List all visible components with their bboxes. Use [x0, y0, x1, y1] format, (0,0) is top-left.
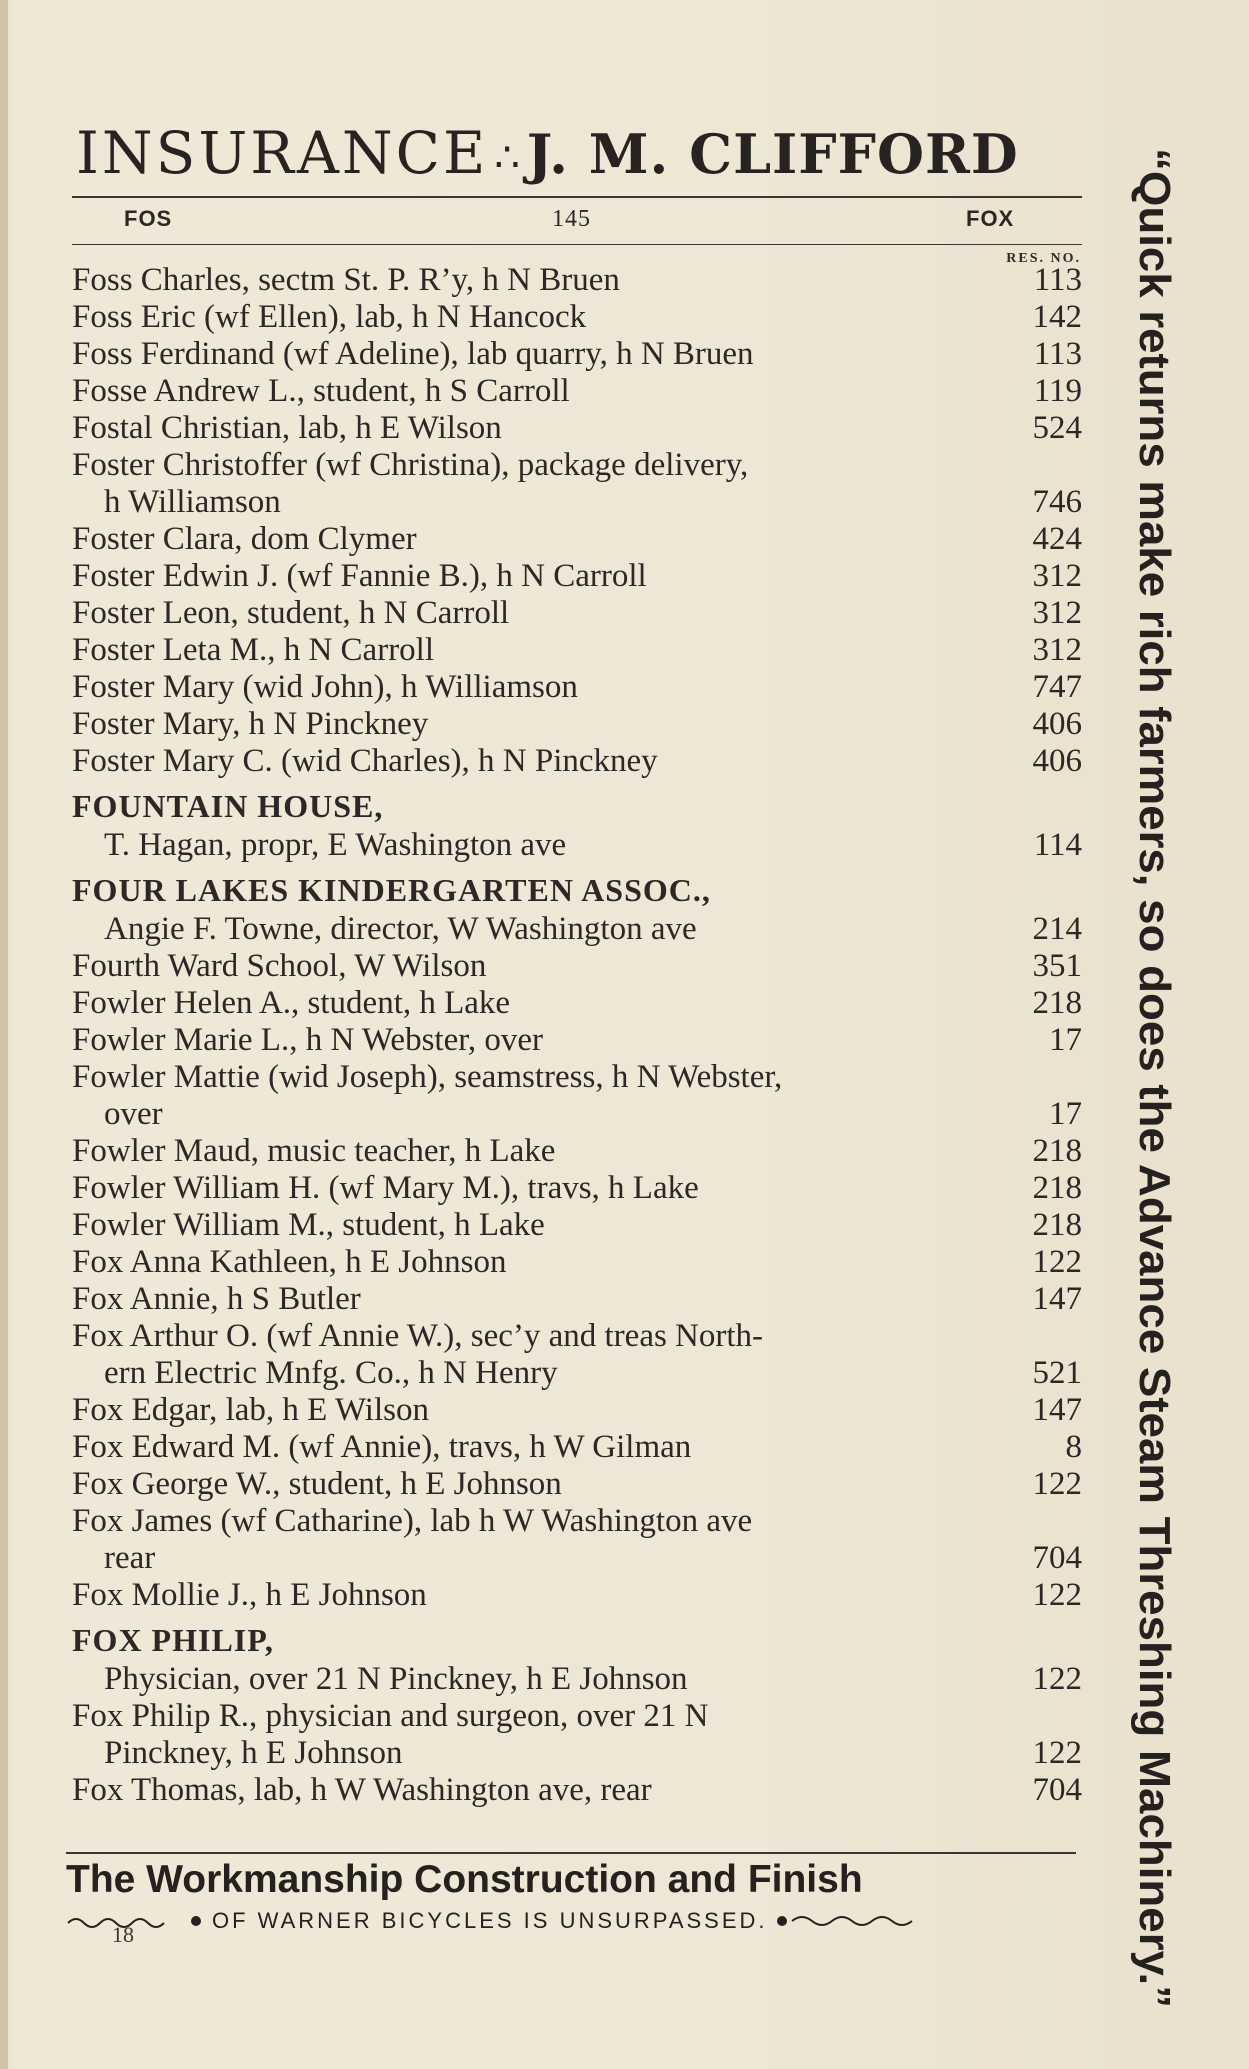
entry-text: Foss Eric (wf Ellen), lab, h N Hancock: [72, 299, 587, 335]
residence-number: 17: [1049, 1096, 1082, 1132]
residence-number: 218: [1032, 1133, 1082, 1169]
directory-entry-row: [72, 1170, 1082, 1207]
directory-entries: [72, 262, 1082, 1809]
side-advertisement-svg: [1110, 140, 1210, 2030]
entry-text: Foss Ferdinand (wf Adeline), lab quarry, h N Bruen: [72, 336, 754, 372]
page-number: 145: [552, 206, 591, 232]
residence-number: 122: [1032, 1661, 1082, 1697]
directory-entry-row: [72, 1540, 1082, 1577]
entry-text: FOUR LAKES KINDERGARTEN ASSOC.,: [72, 872, 711, 908]
entry-text: Fowler Marie L., h N Webster, over: [72, 1022, 544, 1058]
residence-number: 312: [1032, 595, 1082, 631]
directory-entry-row: [72, 595, 1082, 632]
footer-rule: [66, 1852, 1076, 1854]
side-advertisement: [1110, 140, 1210, 2030]
entry-text: Foster Leon, student, h N Carroll: [72, 595, 510, 631]
residence-number: 524: [1032, 410, 1082, 446]
header-advertisement: [76, 118, 1086, 188]
directory-entry-row: [72, 1207, 1082, 1244]
page-spine-edge: [0, 0, 8, 2069]
residence-number: 747: [1032, 669, 1082, 705]
directory-entry-row: [72, 706, 1082, 743]
running-head-left: FOS: [124, 206, 173, 231]
residence-number: 218: [1032, 1207, 1082, 1243]
residence-number: 122: [1032, 1577, 1082, 1613]
entry-text: FOUNTAIN HOUSE,: [72, 788, 384, 824]
entry-text: Fosse Andrew L., student, h S Carroll: [72, 373, 570, 409]
entry-text: Fowler Mattie (wid Joseph), seamstress, h N Webster,: [72, 1059, 783, 1095]
residence-number: 8: [1065, 1429, 1082, 1465]
business-heading-row: [72, 1614, 1082, 1661]
directory-entry-row: [72, 669, 1082, 706]
entry-text: Pinckney, h E Johnson: [104, 1735, 403, 1771]
directory-entry-row: [72, 1661, 1082, 1698]
entry-text: ern Electric Mnfg. Co., h N Henry: [104, 1355, 558, 1391]
residence-number: 312: [1032, 558, 1082, 594]
right-ornament-icon: [774, 1914, 924, 1928]
directory-entry-row: [72, 1735, 1082, 1772]
directory-entry-row: [72, 948, 1082, 985]
entry-text: h Williamson: [104, 484, 281, 520]
directory-entry-row: [72, 1772, 1082, 1809]
directory-entry-row: [72, 447, 1082, 484]
residence-number: 704: [1032, 1772, 1082, 1808]
entry-text: Fox Edward M. (wf Annie), travs, h W Gilman: [72, 1429, 692, 1465]
entry-text: Foster Mary C. (wid Charles), h N Pinckney: [72, 743, 658, 779]
entry-text: Fowler Helen A., student, h Lake: [72, 985, 511, 1021]
residence-number: 122: [1032, 1735, 1082, 1771]
residence-number: 114: [1033, 827, 1082, 863]
entry-text: Foster Mary (wid John), h Williamson: [72, 669, 578, 705]
footer-headline: The Workmanship Construction and Finish: [66, 1858, 863, 1901]
entry-text: Foss Charles, sectm St. P. R’y, h N Bruen: [72, 262, 620, 298]
entry-text: T. Hagan, propr, E Washington ave: [104, 827, 567, 863]
column-heading-res-no: RES. NO.: [1006, 251, 1081, 266]
directory-entry-row: [72, 1698, 1082, 1735]
entry-text: Fowler Maud, music teacher, h Lake: [72, 1133, 556, 1169]
directory-entry-row: [72, 911, 1082, 948]
residence-number: 17: [1049, 1022, 1082, 1058]
residence-number: 351: [1032, 948, 1082, 984]
entry-text: Foster Leta M., h N Carroll: [72, 632, 435, 668]
directory-entry-row: [72, 1466, 1082, 1503]
residence-number: 122: [1032, 1244, 1082, 1280]
running-head-rule: [72, 244, 1082, 245]
directory-entry-row: [72, 521, 1082, 558]
residence-number: 113: [1033, 336, 1082, 372]
residence-number: 113: [1033, 262, 1082, 298]
residence-number: 746: [1032, 484, 1082, 520]
directory-entry-row: [72, 743, 1082, 780]
entry-text: Foster Edwin J. (wf Fannie B.), h N Carroll: [72, 558, 647, 594]
entry-text: Fourth Ward School, W Wilson: [72, 948, 487, 984]
directory-entry-row: [72, 484, 1082, 521]
entry-text: Fox James (wf Catharine), lab h W Washington ave: [72, 1503, 753, 1539]
directory-entry-row: [72, 1577, 1082, 1614]
entry-text: FOX PHILIP,: [72, 1622, 274, 1658]
header-rule: [72, 196, 1082, 198]
footer-subline-text: OF WARNER BICYCLES IS UNSURPASSED.: [212, 1908, 768, 1934]
residence-number: 119: [1033, 373, 1082, 409]
residence-number: 704: [1032, 1540, 1082, 1576]
folio-number: 18: [112, 1922, 134, 1947]
directory-entry-row: [72, 1022, 1082, 1059]
entry-text: Physician, over 21 N Pinckney, h E Johnson: [104, 1661, 688, 1697]
residence-number: 521: [1032, 1355, 1082, 1391]
entry-text: Fox Thomas, lab, h W Washington ave, rear: [72, 1772, 652, 1808]
directory-entry-row: [72, 1392, 1082, 1429]
header-separator-glyph: ∴: [494, 134, 521, 181]
directory-entry-row: [72, 1096, 1082, 1133]
entry-text: Foster Clara, dom Clymer: [72, 521, 417, 557]
residence-number: 312: [1032, 632, 1082, 668]
directory-entry-row: [72, 1355, 1082, 1392]
directory-entry-row: [72, 1503, 1082, 1540]
residence-number: 147: [1032, 1281, 1082, 1317]
directory-entry-row: [72, 985, 1082, 1022]
directory-entry-row: [72, 558, 1082, 595]
directory-entry-row: [72, 410, 1082, 447]
entry-text: Fowler William H. (wf Mary M.), travs, h Lake: [72, 1170, 699, 1206]
entry-text: Foster Christoffer (wf Christina), package delivery,: [72, 447, 749, 483]
entry-text: Fox Anna Kathleen, h E Johnson: [72, 1244, 507, 1280]
residence-number: 218: [1032, 985, 1082, 1021]
entry-text: Fowler William M., student, h Lake: [72, 1207, 545, 1243]
directory-entry-row: [72, 632, 1082, 669]
header-right-text: J. M. CLIFFORD: [526, 122, 1019, 186]
entry-text: Fox Annie, h S Butler: [72, 1281, 361, 1317]
residence-number: 142: [1032, 299, 1082, 335]
entry-text: Fostal Christian, lab, h E Wilson: [72, 410, 502, 446]
entry-text: over: [104, 1096, 163, 1132]
directory-entry-row: [72, 1133, 1082, 1170]
entry-text: Fox Arthur O. (wf Annie W.), sec’y and treas North-: [72, 1318, 764, 1354]
residence-number: 147: [1032, 1392, 1082, 1428]
business-heading-row: [72, 864, 1082, 911]
entry-text: Fox Edgar, lab, h E Wilson: [72, 1392, 429, 1428]
residence-number: 406: [1032, 706, 1082, 742]
residence-number: 122: [1032, 1466, 1082, 1502]
side-advertisement-text: “Quick returns make rich farmers, so does the Advance Steam Threshing Machinery.”: [1130, 148, 1179, 1941]
residence-number: 406: [1032, 743, 1082, 779]
business-heading-row: [72, 780, 1082, 827]
entry-text: Fox Mollie J., h E Johnson: [72, 1577, 427, 1613]
running-head-right: FOX: [966, 206, 1015, 231]
residence-number: 424: [1032, 521, 1082, 557]
residence-number: 214: [1032, 911, 1082, 947]
directory-entry-row: [72, 262, 1082, 299]
directory-entry-row: [72, 1318, 1082, 1355]
directory-entry-row: [72, 336, 1082, 373]
entry-text: rear: [104, 1540, 156, 1576]
left-ornament-icon: [66, 1914, 206, 1928]
directory-entry-row: [72, 1059, 1082, 1096]
entry-text: Fox Philip R., physician and surgeon, over 21 N: [72, 1698, 709, 1734]
residence-number: 218: [1032, 1170, 1082, 1206]
directory-entry-row: [72, 1281, 1082, 1318]
entry-text: Fox George W., student, h E Johnson: [72, 1466, 562, 1502]
directory-entry-row: [72, 299, 1082, 336]
directory-entry-row: [72, 1244, 1082, 1281]
entry-text: Angie F. Towne, director, W Washington ave: [104, 911, 697, 947]
entry-text: Foster Mary, h N Pinckney: [72, 706, 429, 742]
footer-subline: [66, 1906, 1076, 1934]
directory-entry-row: [72, 1429, 1082, 1466]
directory-entry-row: [72, 827, 1082, 864]
header-left-text: INSURANCE: [76, 119, 489, 187]
directory-entry-row: [72, 373, 1082, 410]
